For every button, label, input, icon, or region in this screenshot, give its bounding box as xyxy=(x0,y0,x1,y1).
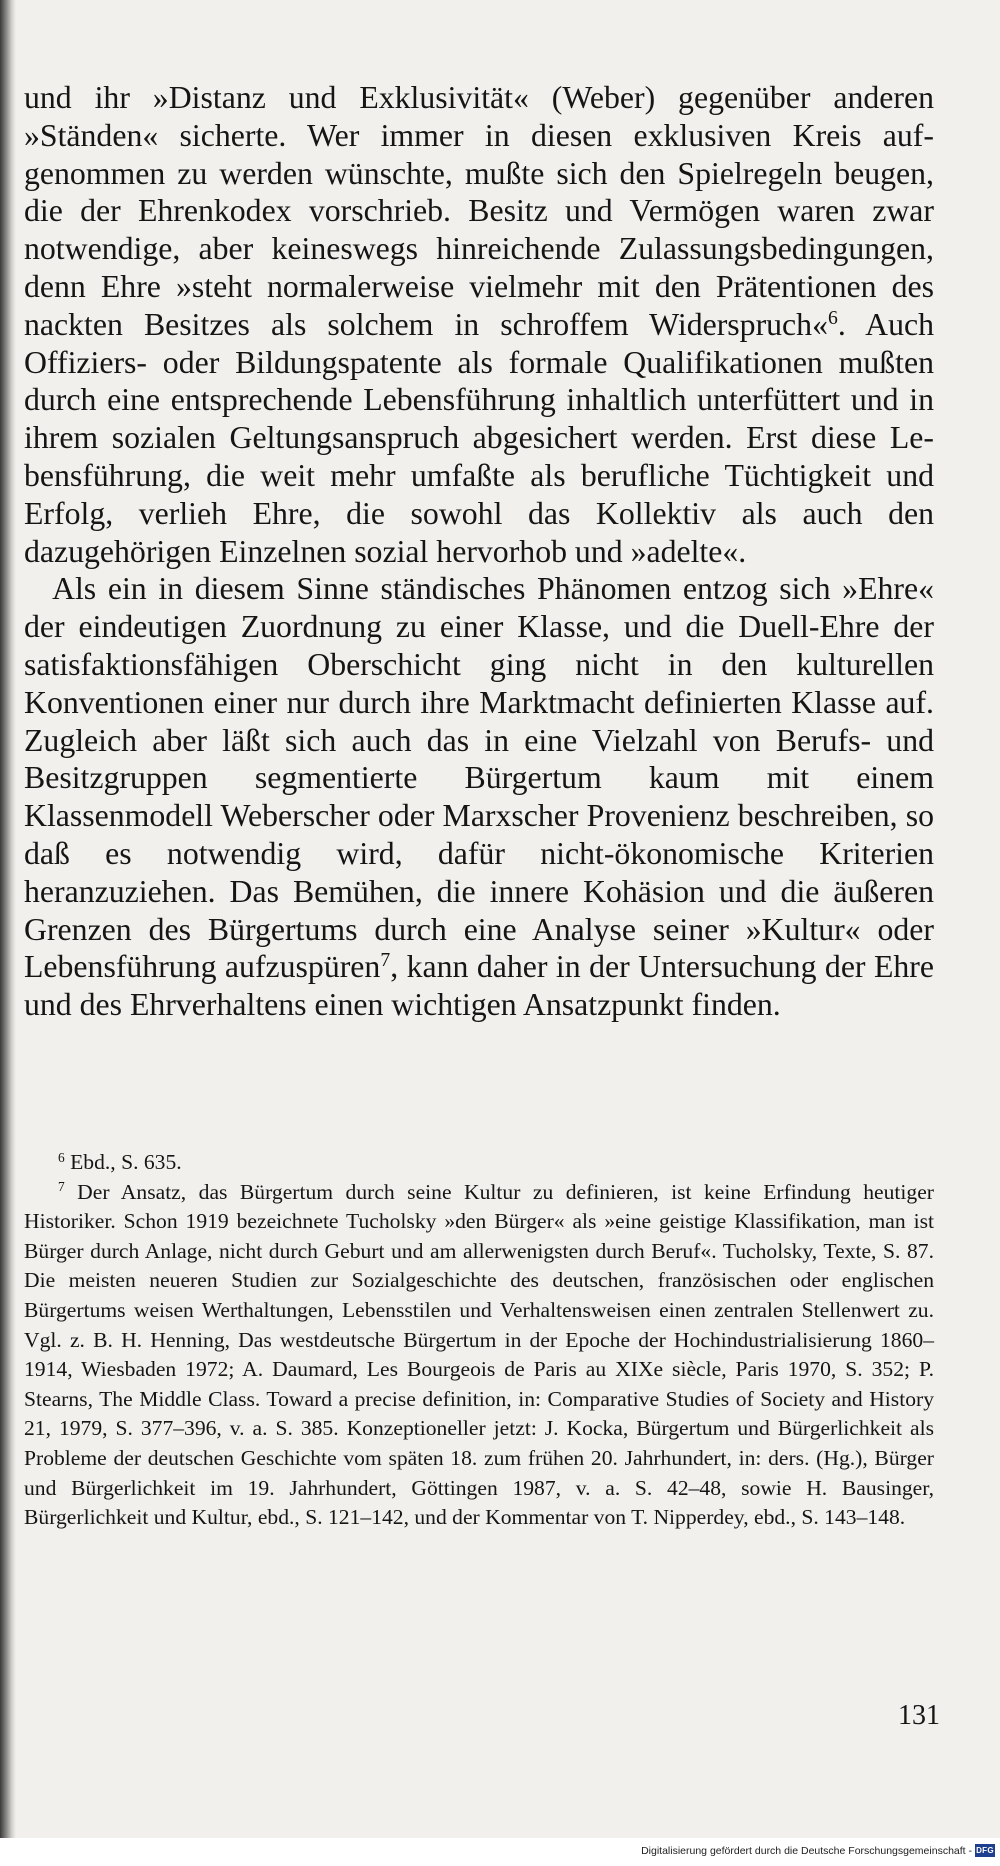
footnote-text: Ebd., S. 635. xyxy=(64,1150,182,1174)
main-text xyxy=(24,79,934,1024)
footnote-ref-7: 7 xyxy=(380,949,391,972)
binding-shadow xyxy=(0,0,16,1838)
footnote-text: Der Ansatz, das Bürgertum durch seine Kultur zu definieren, ist keine Erfindung heutiger Historiker. Schon 1919 bezeichnete Tucholsky »den Bürger« als »eine geistige Klassifikation, man ist Bürger durch Anlage, nicht durch Geburt und am allerwenigsten durch Beruf«. Tucholsky, Texte, S. 87. Die meisten neueren Studien zur Sozialgeschichte des deutschen, französischen oder englischen Bürgertums weisen Werthaltungen, Lebensstilen und Verhaltensweisen einen zentralen Stellenwert zu. Vgl. z. B. H. Henning, Das westdeutsche Bürgertum in der Epoche der Hochindustrialisierung 1860–1914, Wiesbaden 1972; A. Daumard, Les Bourgeois de Paris au XIXe siècle, Paris 1970, S. 352; P. Stearns, The Middle Class. Toward a precise definition, in: Comparative Studies of Society and History 21, 1979, S. 377–396, v. a. S. 385. Konzeptioneller jetzt: J. Kocka, Bürgertum und Bürgerlichkeit als Probleme der deutschen Geschichte vom späten 18. zum frühen 20. Jahrhundert, in: ders. (Hg.), Bürger und Bürgerlichkeit im 19. Jahrhundert, Göttingen 1987, v. a. S. 42–48, sowie H. Bausinger, Bürgerlichkeit und Kultur, ebd., S. 121–142, und der Kommentar von T. Nipperdey, ebd., S. 143–148. xyxy=(24,1179,934,1530)
footnote-number: 6 xyxy=(58,1149,65,1165)
footnote-number: 7 xyxy=(58,1179,65,1195)
body-paragraph-2 xyxy=(24,570,934,1024)
footnote-7 xyxy=(24,1178,934,1533)
footnotes xyxy=(24,1148,934,1533)
page-number: 131 xyxy=(898,1700,940,1731)
body-paragraph-1 xyxy=(24,79,934,570)
footnote-ref-6: 6 xyxy=(827,306,838,329)
paragraph-1-text: und ihr »Distanz und Exklusivität« (Weber) gegenüber anderen »Ständen« sicherte. Wer immer in diesen exklusiven Kreis aufgenommen zu werden wünschte, mußte sich den Spielregeln beugen, die der Ehrenkodex vorschrieb. Besitz und Vermögen waren zwar notwendige, aber keineswegs hinreichende Zulassungsbedingungen, denn Ehre »steht normalerweise vielmehr mit den Prätentionen des nackten Besitzes als solchem in schroffem Widerspruch« xyxy=(24,80,934,342)
paragraph-2-text: Als ein in diesem Sinne ständisches Phänomen entzog sich »Ehre« der eindeutigen Zuordnung zu einer Klasse, und die Duell-Ehre der satisfaktionsfähigen Oberschicht ging nicht in den kulturellen Konventionen einer nur durch ihre Marktmacht definierten Klasse auf. Zugleich aber läßt sich auch das in eine Vielzahl von Berufs- und Besitzgruppen segmentierte Bürgertum kaum mit einem Klassenmodell Weberscher oder Marxscher Provenienz beschreiben, so daß es notwendig wird, dafür nicht-ökonomische Kriterien heranzuziehen. Das Bemühen, die innere Kohäsion und die äußeren Grenzen des Bürgertums durch eine Analyse seiner »Kultur« oder Lebensführung aufzuspüren xyxy=(24,571,934,985)
paragraph-2-text-continued: , kann daher in der Untersuchung der Ehre und des Ehrverhaltens einen wichtigen Ansatzpunkt finden. xyxy=(24,949,934,1023)
dfg-logo-icon: DFG xyxy=(976,1846,994,1855)
paragraph-1-text-continued: . Auch Offiziers- oder Bildungspatente als formale Qualifikationen mußten durch eine entsprechende Lebensführung inhaltlich unterfüttert und in ihrem sozialen Geltungsanspruch abgesichert werden. Erst diese Lebensführung, die weit mehr umfaßte als berufliche Tüchtigkeit und Erfolg, verlieh Ehre, die sowohl das Kollektiv als auch den dazugehörigen Einzelnen sozial hervorhob und »adelte«. xyxy=(24,306,934,569)
footnote-6 xyxy=(24,1148,934,1178)
funding-credit-text: Digitalisierung gefördert durch die Deutsche Forschungsgemeinschaft - xyxy=(641,1845,972,1857)
